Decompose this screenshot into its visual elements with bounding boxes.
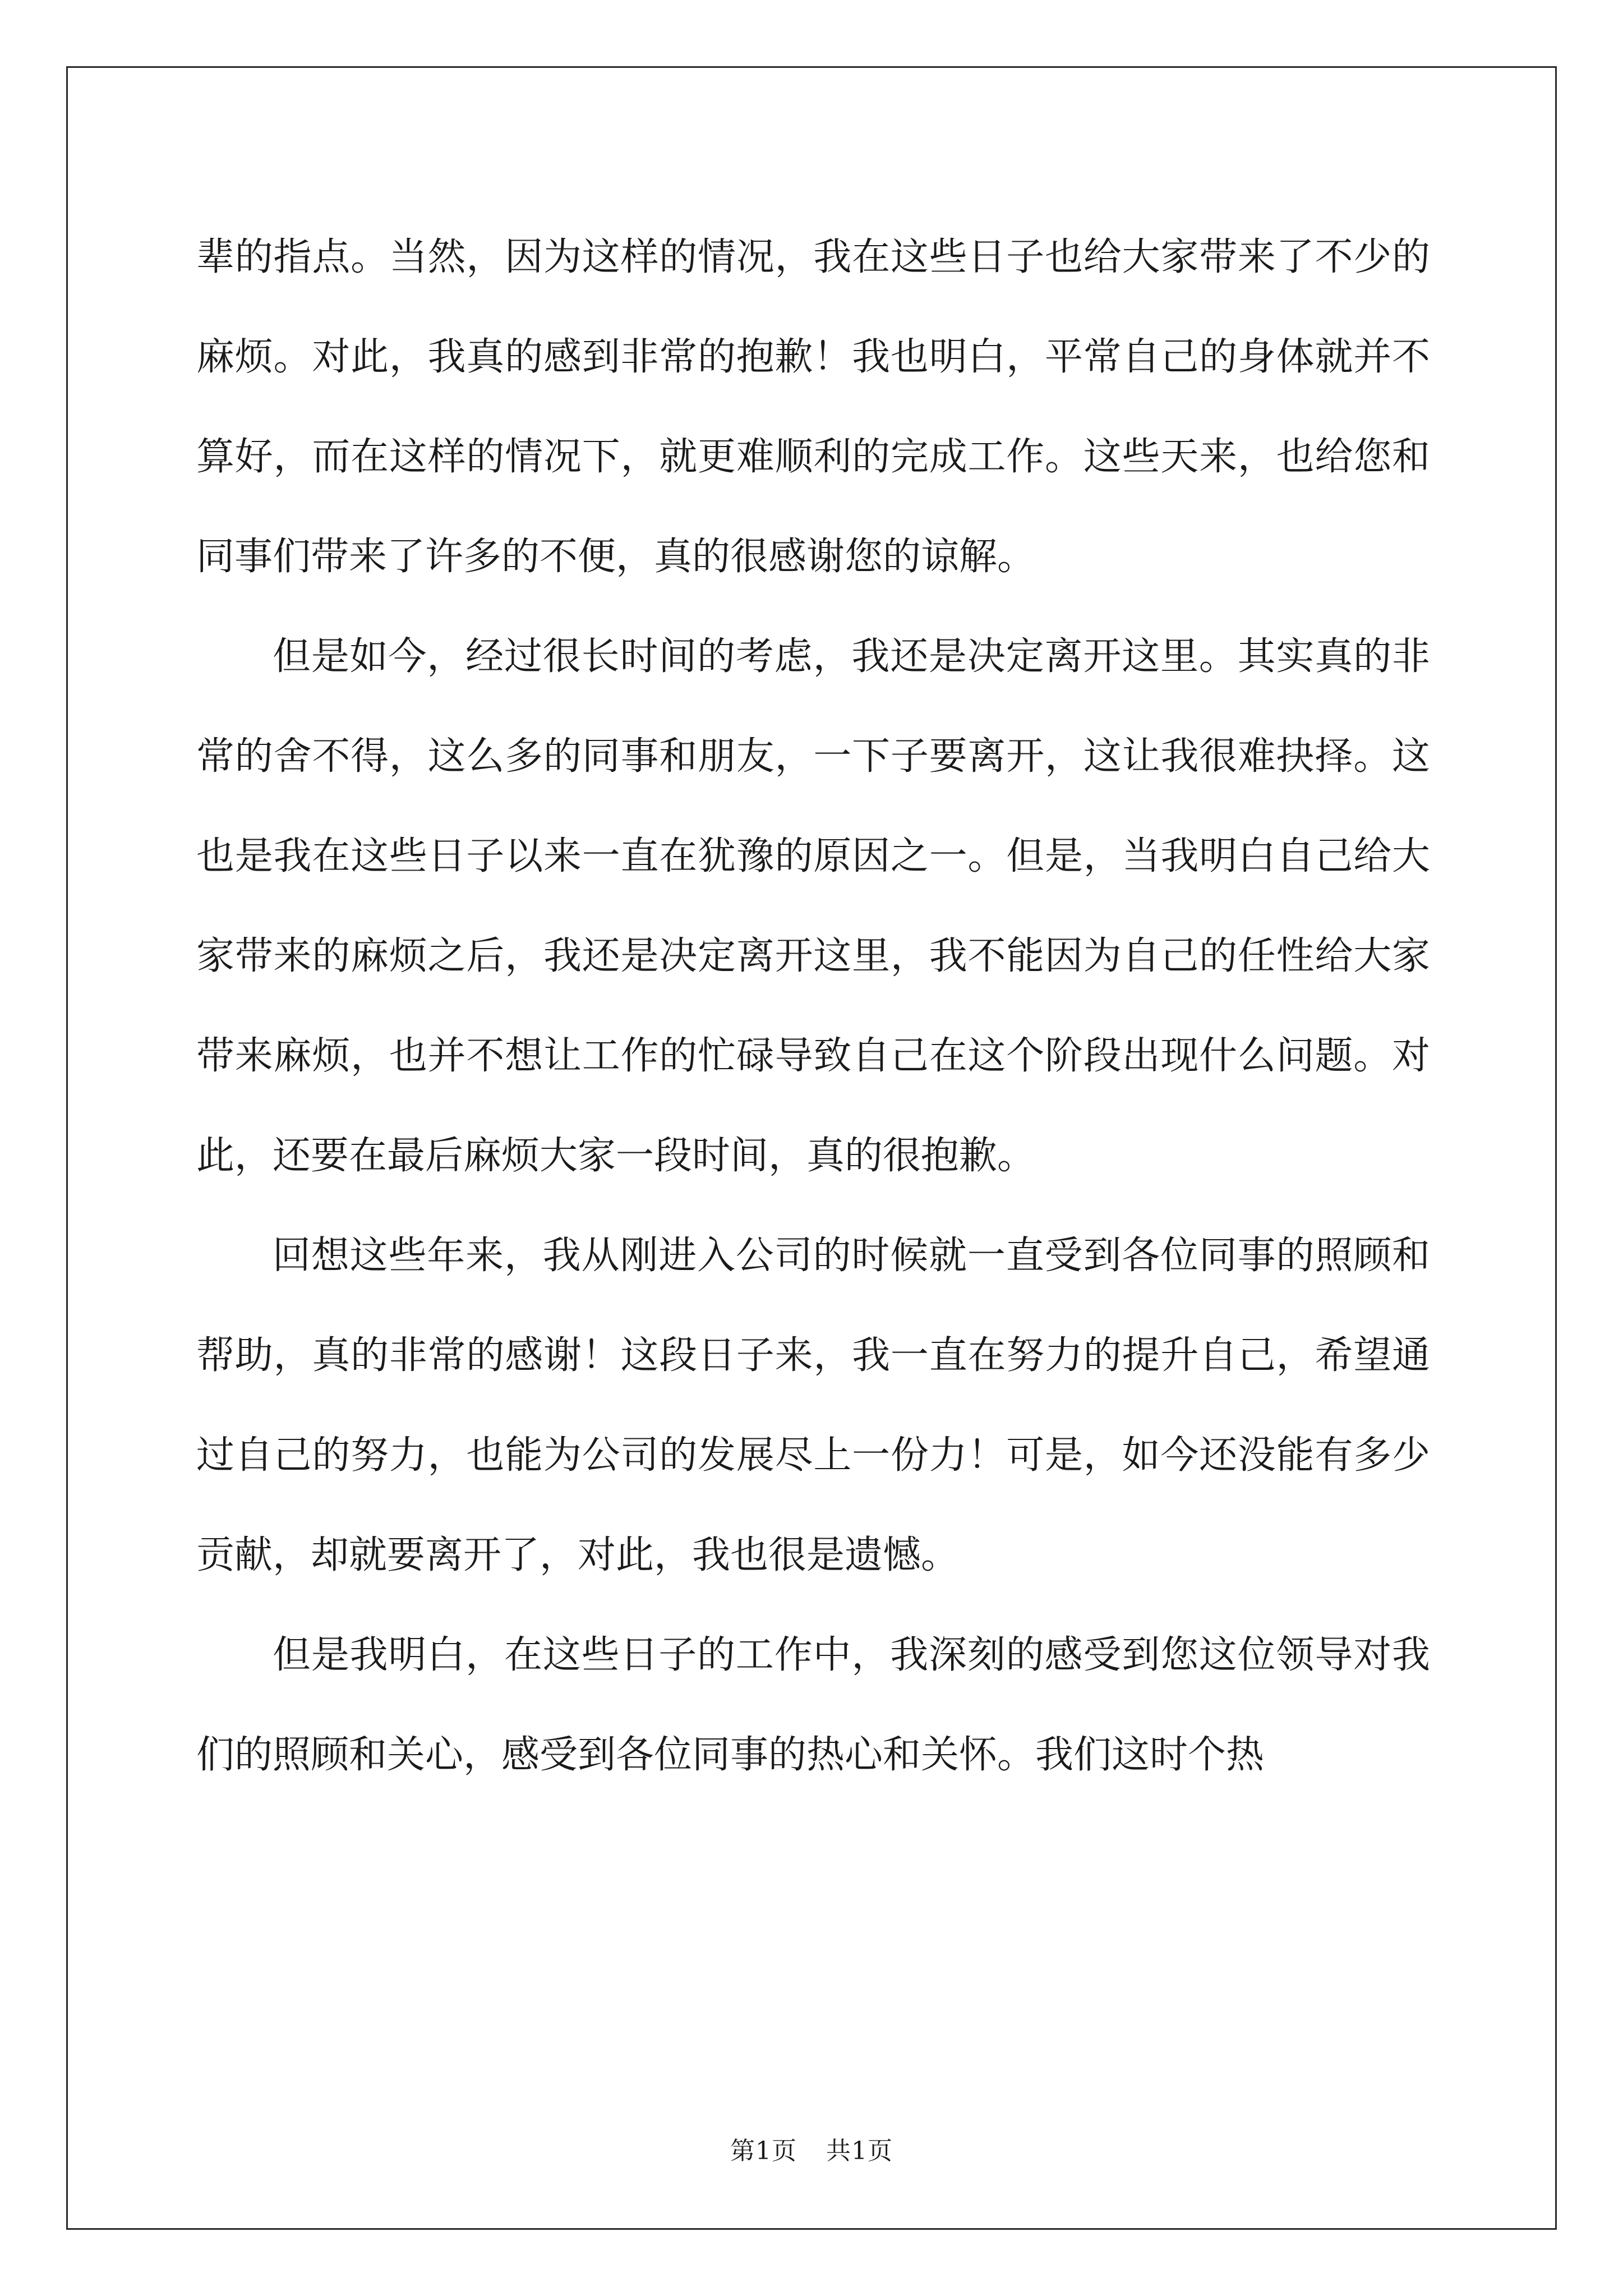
page-footer: [0, 2131, 1623, 2166]
paragraph-1: 辈的指点。当然，因为这样的情况，我在这些日子也给大家带来了不少的麻烦。对此，我真的感到非常的抱歉！我也明白，平常自己的身体就并不算好，而在这样的情况下，就更难顺利的完成工作。这些天来，也给您和同事们带来了许多的不便，真的很感谢您的谅解。: [196, 235, 1430, 579]
paragraph-2: 但是如今，经过很长时间的考虑，我还是决定离开这里。其实真的非常的舍不得，这么多的同事和朋友，一下子要离开，这让我很难抉择。这也是我在这些日子以来一直在犹豫的原因之一。但是，当我明白自己给大家带来的麻烦之后，我还是决定离开这里，我不能因为自己的任性给大家带来麻烦，也并不想让工作的忙碌导致自己在这个阶段出现什么问题。对此，还要在最后麻烦大家一段时间，真的很抱歉。: [196, 634, 1430, 1178]
page-number: 第1页: [730, 2137, 797, 2165]
document-body: [196, 208, 1430, 1805]
paragraph-4: 但是我明白，在这些日子的工作中，我深刻的感受到您这位领导对我们的照顾和关心，感受到各位同事的热心和关怀。我们这时个热: [196, 1633, 1430, 1777]
paragraph-3: 回想这些年来，我从刚进入公司的时候就一直受到各位同事的照顾和帮助，真的非常的感谢！这段日子来，我一直在努力的提升自己，希望通过自己的努力，也能为公司的发展尽上一份力！可是，如今还没能有多少贡献，却就要离开了，对此，我也很是遗憾。: [196, 1234, 1430, 1577]
page-total: 共1页: [826, 2137, 893, 2165]
